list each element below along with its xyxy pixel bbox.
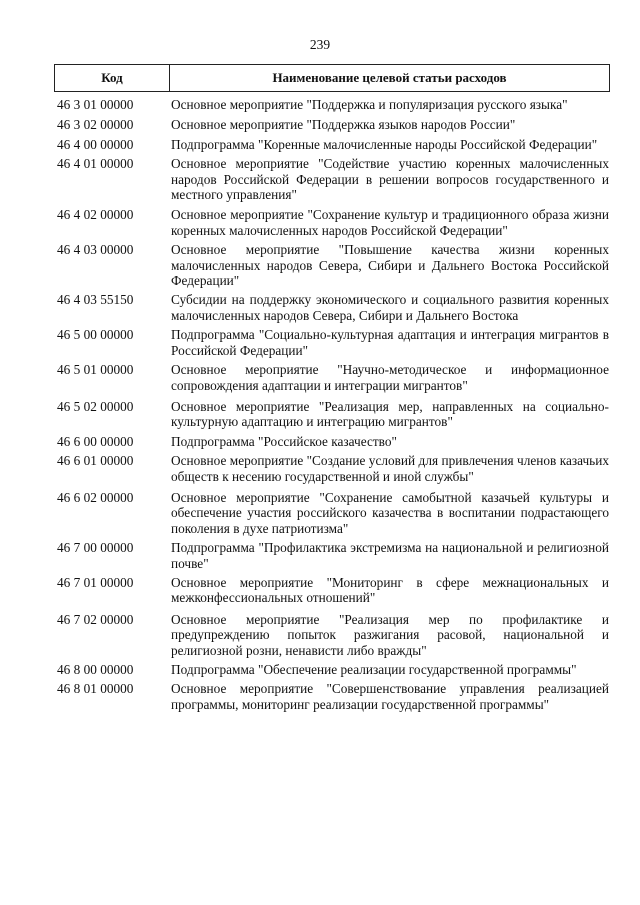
- row-name: Основное мероприятие "Содействие участию коренных малочисленных народов Российской Федерации в решении вопросов государственного и местного управления": [171, 156, 609, 203]
- row-name: Подпрограмма "Российское казачество": [171, 433, 397, 449]
- table-row: [54, 490, 610, 536]
- row-name: Основное мероприятие "Реализация мер по профилактике и предупреждению попыток разжигания расовой, национальной и религиозной розни, ненависти либо вражды": [171, 611, 609, 658]
- row-name: Подпрограмма "Коренные малочисленные народы Российской Федерации": [171, 136, 598, 152]
- header-name: Наименование целевой статьи расходов: [272, 70, 507, 86]
- row-code: 46 4 01 00000: [57, 156, 134, 172]
- table-row: [54, 434, 610, 449]
- row-name: Основное мероприятие "Научно-методическое и информационное сопровождения адаптации и интеграции мигрантов": [171, 362, 609, 393]
- table-row: [54, 540, 610, 571]
- table-row: [54, 137, 610, 152]
- row-name: Подпрограмма "Профилактика экстремизма на национальной и религиозной почве": [171, 540, 609, 571]
- row-code: 46 8 01 00000: [57, 681, 134, 697]
- row-name: Основное мероприятие "Поддержка и популяризация русского языка": [171, 97, 568, 112]
- table-row: [54, 156, 610, 202]
- table-row: [54, 362, 610, 393]
- row-name: Основное мероприятие "Повышение качества жизни коренных малочисленных народов Севера, Сибири и Дальнего Востока Российской Федерации": [171, 242, 609, 289]
- table-row: [54, 97, 610, 112]
- header-code: Код: [55, 65, 170, 91]
- row-code: 46 8 00 00000: [57, 662, 134, 677]
- row-name: Субсидии на поддержку экономического и социального развития коренных малочисленных народов Севера, Сибири и Дальнего Востока: [171, 292, 609, 323]
- budget-table: [54, 64, 610, 712]
- table-body: [54, 97, 610, 712]
- row-code: 46 7 00 00000: [57, 540, 134, 556]
- row-name: Подпрограмма "Обеспечение реализации государственной программы": [171, 662, 577, 677]
- row-name: Основное мероприятие "Совершенствование управления реализацией программы, мониторинг реализации государственной программы": [171, 681, 609, 712]
- row-code: 46 7 01 00000: [57, 574, 134, 590]
- table-row: [54, 327, 610, 358]
- row-code: 46 3 01 00000: [57, 97, 134, 112]
- table-row: [54, 612, 610, 658]
- page-number: 239: [309, 37, 331, 52]
- table-row: [54, 453, 610, 484]
- row-code: 46 4 02 00000: [57, 207, 134, 223]
- row-name: Основное мероприятие "Мониторинг в сфере межнациональных и межконфессиональных отношений": [171, 574, 609, 606]
- row-code: 46 4 03 55150: [57, 292, 134, 308]
- row-name: Основное мероприятие "Создание условий для привлечения членов казачьих обществ к несению государственной и иной службы": [171, 453, 609, 484]
- row-code: 46 6 00 00000: [57, 433, 134, 449]
- row-code: 46 5 02 00000: [57, 398, 134, 414]
- row-code: 46 4 03 00000: [57, 242, 134, 258]
- table-row: [54, 681, 610, 712]
- table-row: [54, 207, 610, 238]
- row-name: Основное мероприятие "Сохранение самобытной казачьей культуры и обеспечение участия российского казачества в воспитании подрастающего поколения в духе патриотизма": [171, 489, 609, 536]
- row-code: 46 5 00 00000: [57, 327, 134, 343]
- table-row: [54, 662, 610, 677]
- row-code: 46 4 00 00000: [57, 136, 134, 152]
- row-code: 46 6 01 00000: [57, 453, 134, 469]
- table-row: [54, 292, 610, 323]
- table-row: [54, 575, 610, 606]
- table-header: [54, 64, 610, 92]
- row-name: Основное мероприятие "Поддержка языков народов России": [171, 117, 516, 133]
- table-row: [54, 399, 610, 430]
- table-row: [54, 242, 610, 288]
- row-name: Подпрограмма "Социально-культурная адаптация и интеграция мигрантов в Российской Федерации": [171, 327, 609, 358]
- row-name: Основное мероприятие "Сохранение культур и традиционного образа жизни коренных малочисленных народов Российской Федерации": [171, 207, 609, 238]
- row-name: Основное мероприятие "Реализация мер, направленных на социально-культурную адаптацию и интеграцию мигрантов": [171, 398, 609, 430]
- row-code: 46 5 01 00000: [57, 362, 134, 378]
- table-row: [54, 117, 610, 132]
- row-code: 46 7 02 00000: [57, 611, 134, 627]
- row-code: 46 3 02 00000: [57, 117, 134, 133]
- row-code: 46 6 02 00000: [57, 489, 134, 505]
